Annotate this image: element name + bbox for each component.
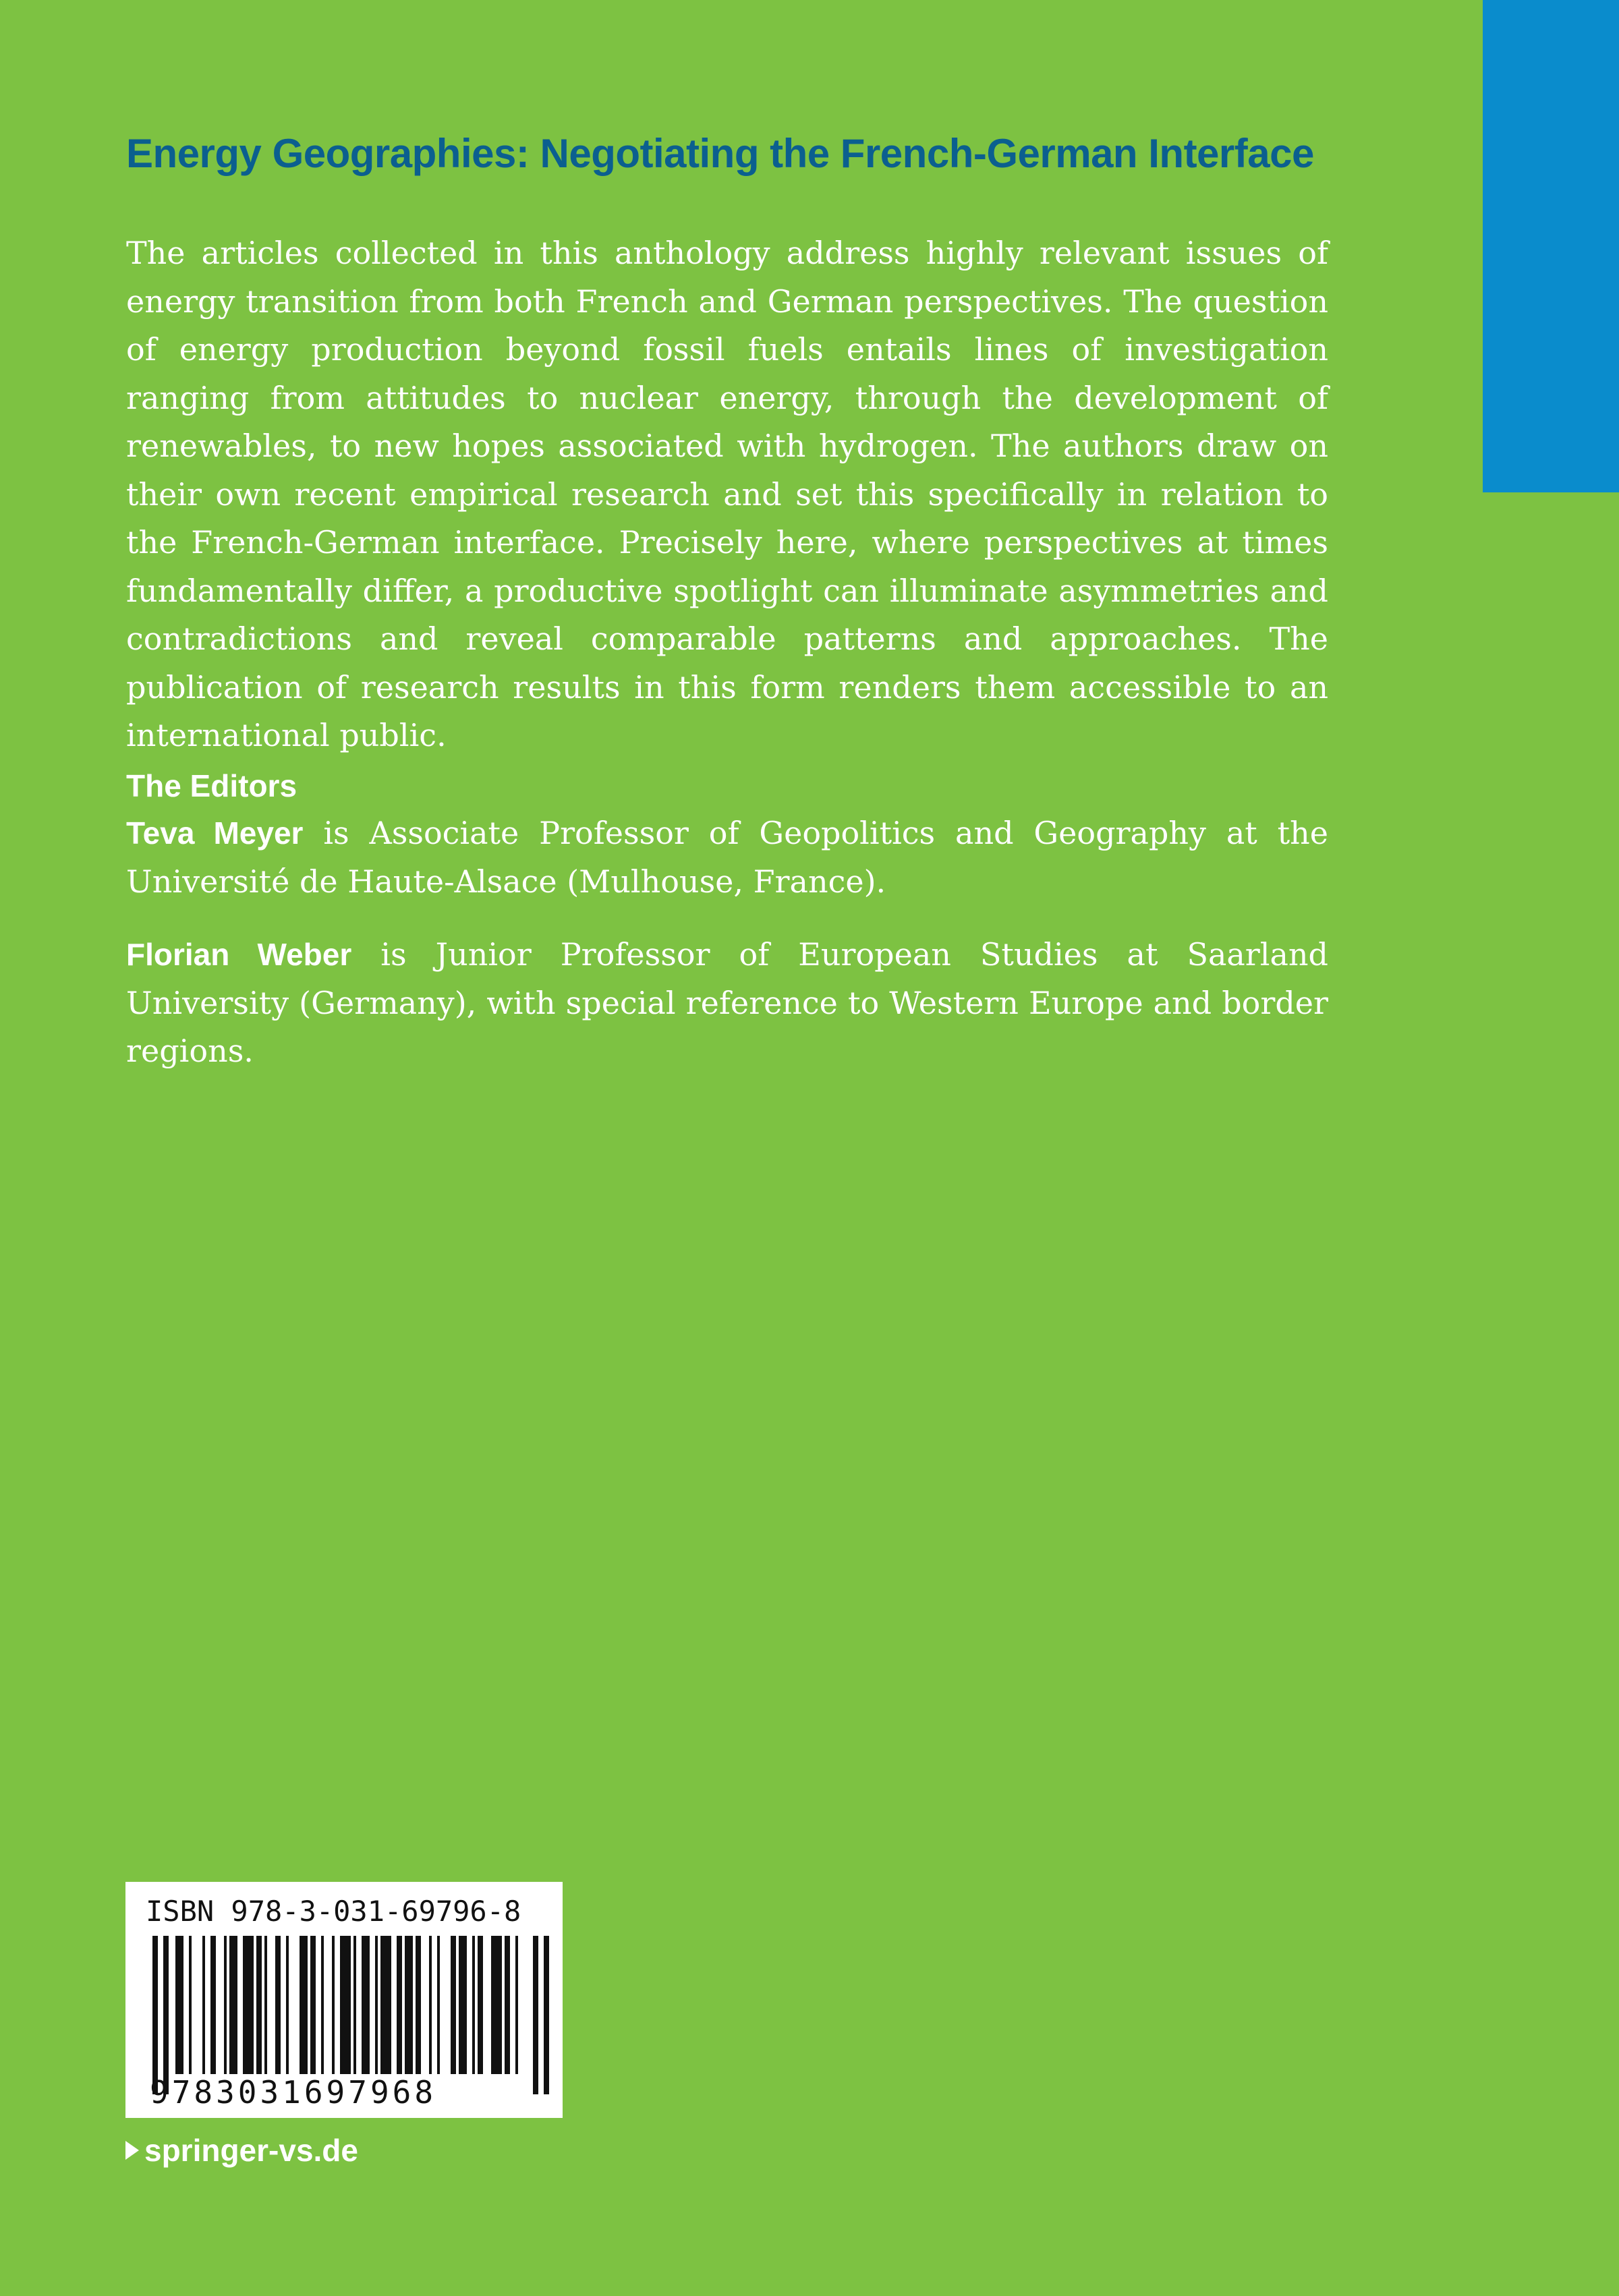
barcode-bar [478,1936,483,2074]
accent-tab [1483,0,1619,492]
editor-bio-text-2: is Junior Professor of European Studies at Saarland University (Germany), with special reference to Western Europe and border regions. [126,936,1329,1069]
barcode-guard-bar [533,1936,538,2094]
barcode-bar [451,1936,456,2074]
barcode-bar [321,1936,324,2074]
barcode-bar [210,1936,216,2074]
barcode-bar [459,1936,467,2074]
isbn-barcode [125,1882,563,2118]
barcode-bar [380,1936,391,2074]
barcode-bar [405,1936,413,2074]
barcode-bar [256,1936,262,2074]
barcode-bar [416,1936,421,2074]
barcode-bar [437,1936,440,2074]
barcode-bar [286,1936,289,2074]
barcode-bar [300,1936,308,2074]
book-abstract: The articles collected in this anthology address highly relevant issues of energy transition from both French and German perspectives. The question of energy production beyond fossil fuels entails lines of investigation ranging from attitudes to nuclear energy, through the development of renewables, to new hopes associated with hydrogen. The authors draw on their own recent empirical research and set this specifically in relation to the French-German interface. Precisely here, where perspectives at times fundamentally differ, a productive spotlight can illuminate asymmetries and contradictions and reveal comparable patterns and approaches. The publication of research results in this form renders them accessible to an international public. [126,235,1328,753]
barcode-guard-bar [163,1936,169,2094]
editor-name-2: Florian Weber [126,937,352,972]
barcode-bar [362,1936,370,2074]
barcode-bar [243,1936,254,2074]
editors-heading: The Editors [126,768,297,803]
barcode-bar [310,1936,316,2074]
barcode-bar [224,1936,227,2074]
editor-bio-2 [126,931,1328,1076]
barcode-guard-bar [152,1936,158,2094]
barcode-bar [472,1936,475,2074]
barcode-bar [275,1936,281,2074]
editor-name-1: Teva Meyer [126,815,304,851]
barcode-bar [189,1936,192,2074]
barcode-bar [515,1936,518,2074]
isbn-label: ISBN 978-3-031-69796-8 [146,1895,521,1928]
barcode-guard-bar [544,1936,549,2094]
barcode-bar [429,1936,432,2074]
barcode-bar [340,1936,351,2074]
barcode-bar [505,1936,510,2074]
barcode-bar [175,1936,183,2074]
play-arrow-icon [125,2141,139,2160]
publisher-link[interactable] [125,2130,358,2171]
barcode-bar [353,1936,356,2074]
editor-bio-1 [126,809,1328,906]
barcode-bar [375,1936,378,2074]
barcode-bar [229,1936,237,2074]
editor-bio-text-1: is Associate Professor of Geopolitics and Geography at the Université de Haute-Alsace (Mulhouse, France). [126,815,1328,900]
publisher-url: springer-vs.de [144,2133,358,2168]
barcode-bar [202,1936,205,2074]
barcode-bar [264,1936,267,2074]
barcode-bar [332,1936,335,2074]
barcode-bar [397,1936,402,2074]
barcode-bar [491,1936,502,2074]
barcode-digits: 9783031697968 [150,2074,437,2111]
book-title: Energy Geographies: Negotiating the French-German Interface [126,131,1314,176]
